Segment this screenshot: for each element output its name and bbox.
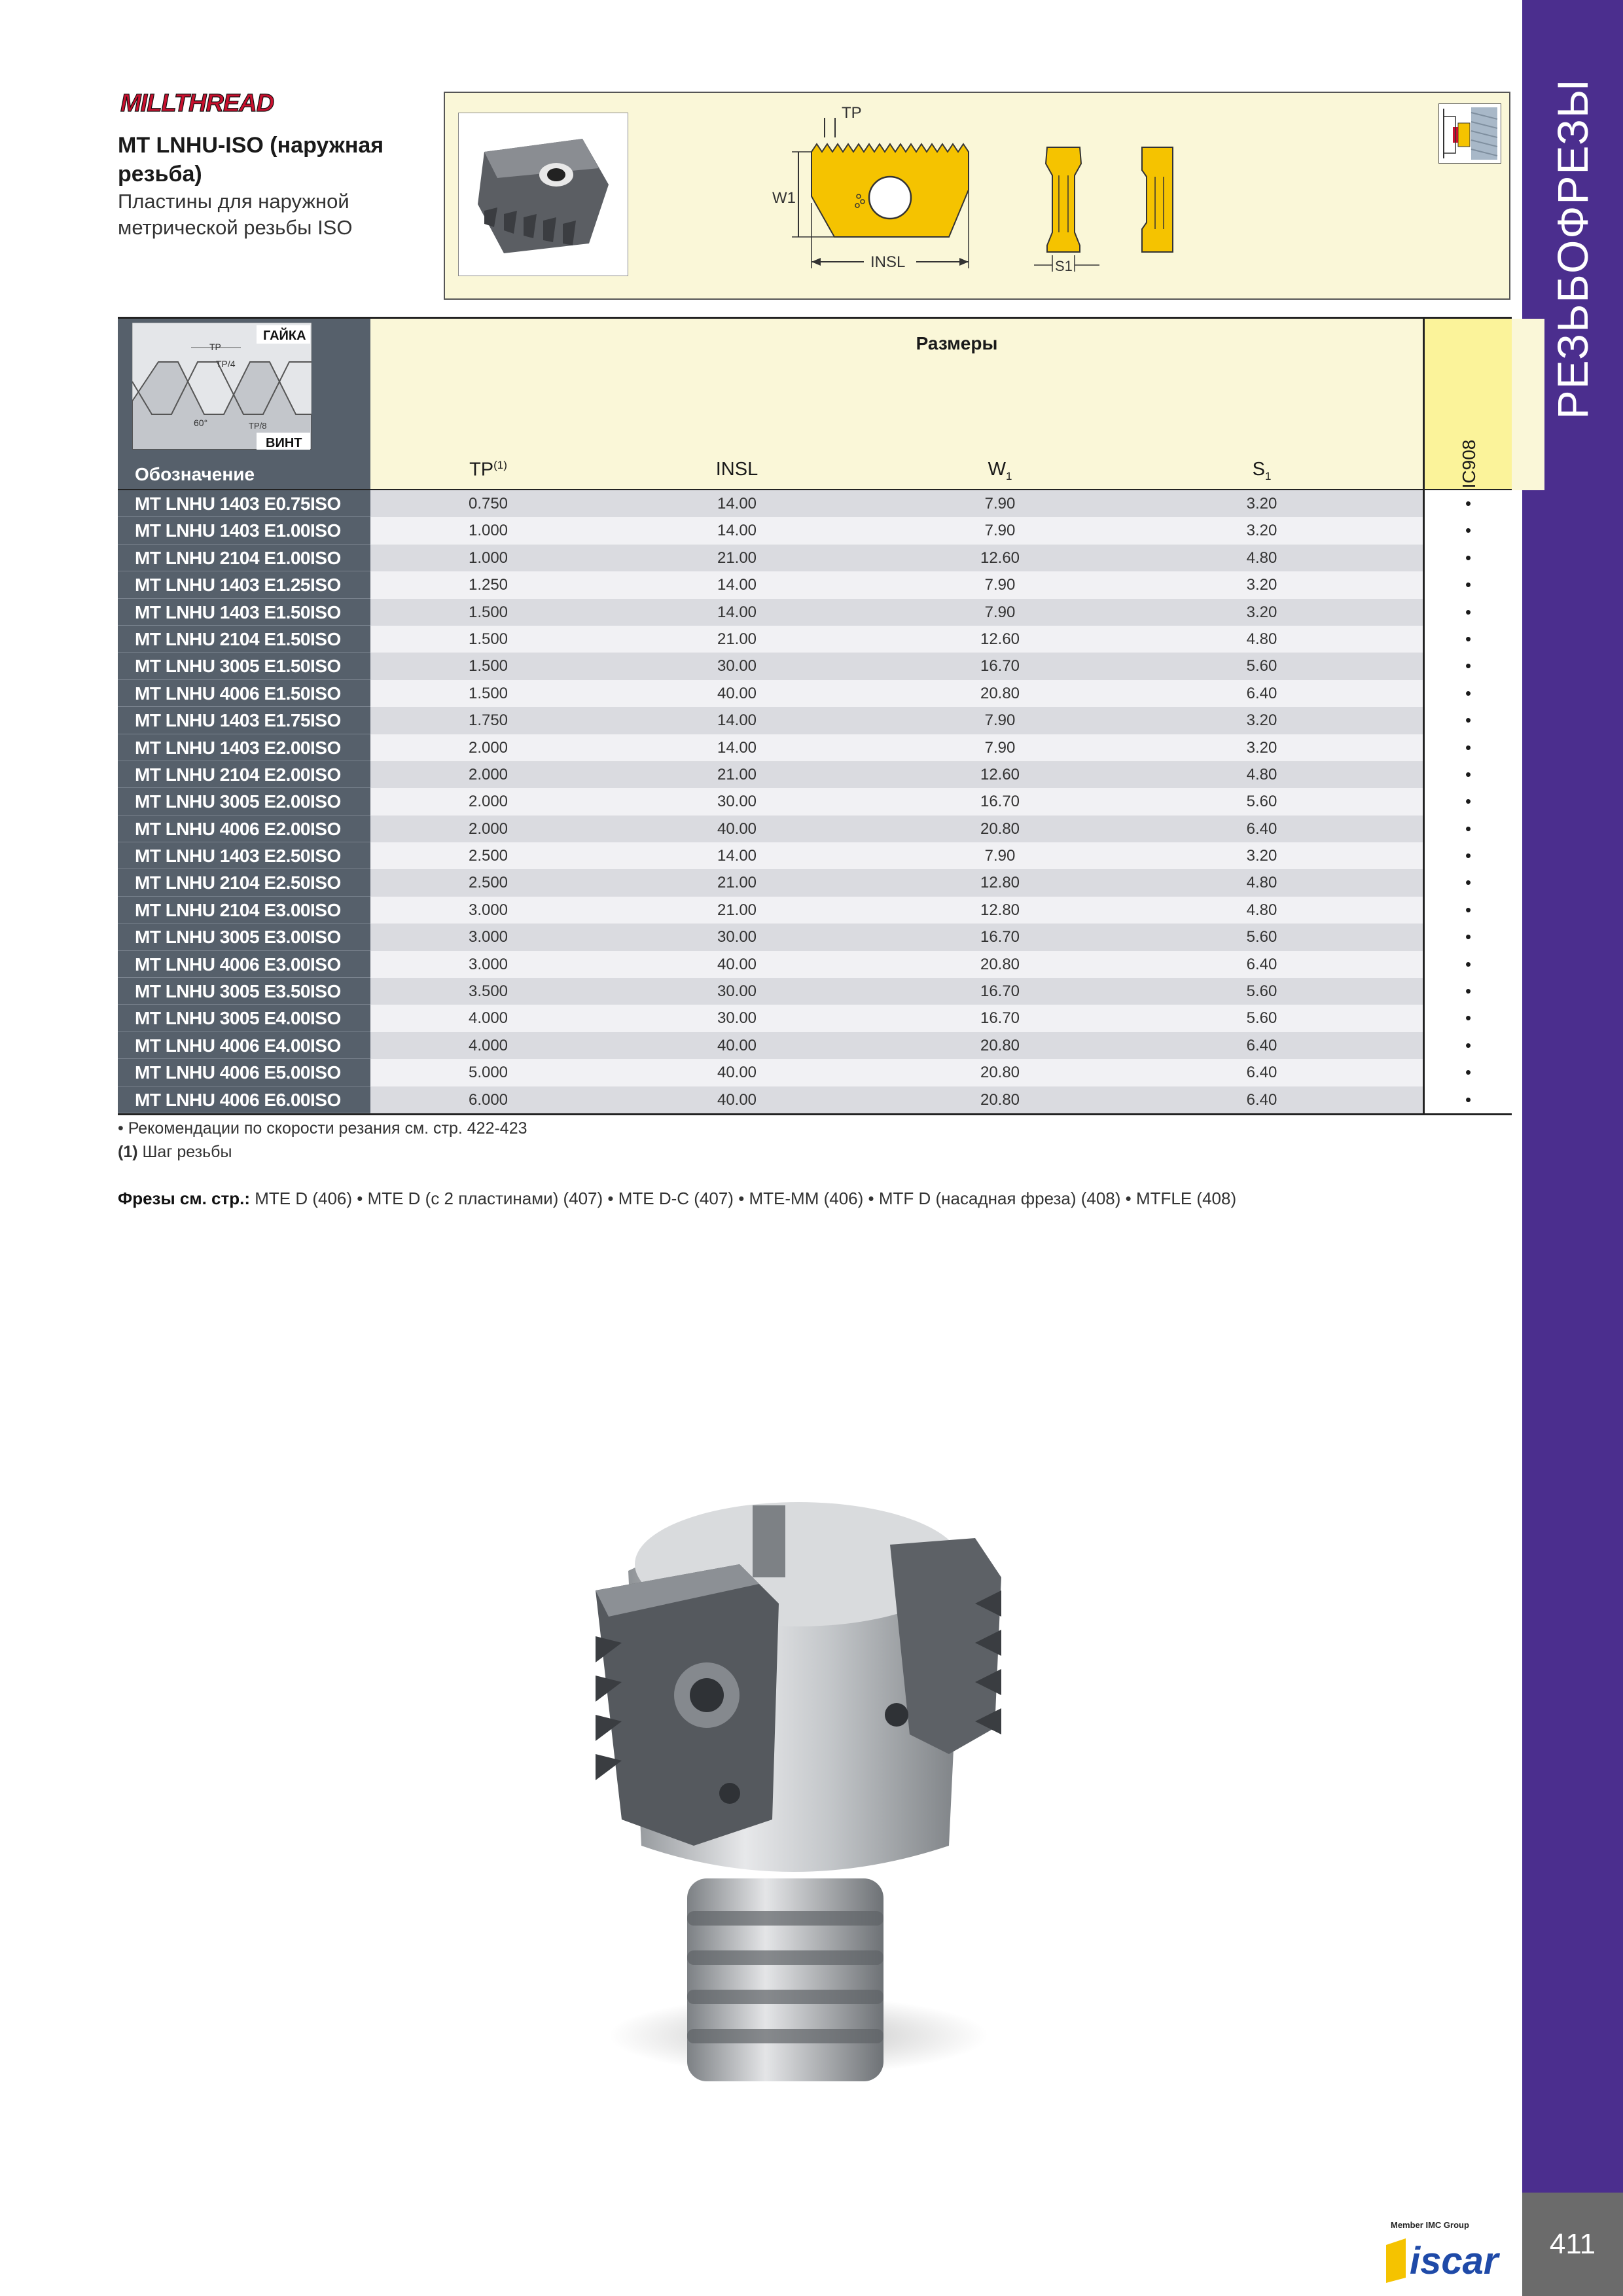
- cell-tp: 2.000: [468, 765, 508, 783]
- cell-ic908: •: [1423, 1032, 1512, 1059]
- cell-ic908: •: [1423, 924, 1512, 950]
- cell-w1: 12.60: [980, 630, 1020, 648]
- cell-w1: 20.80: [980, 1036, 1020, 1054]
- col-tp: [370, 459, 606, 481]
- cell-dimensions: [370, 951, 1423, 978]
- cell-tp: 6.000: [468, 1090, 508, 1109]
- cell-designation: MT LNHU 4006 E1.50ISO: [118, 680, 370, 707]
- cell-w1: 7.90: [984, 711, 1016, 730]
- milling-reference: [118, 1189, 1236, 1209]
- table-row: [118, 1086, 1512, 1113]
- cell-tp: 3.000: [468, 901, 508, 919]
- cell-insl: 21.00: [717, 630, 757, 648]
- cell-ic908: •: [1423, 897, 1512, 924]
- thread-profile-angle: 60°: [194, 418, 208, 428]
- cell-tp: 3.000: [468, 928, 508, 946]
- cell-w1: 7.90: [984, 603, 1016, 621]
- grade-header-cell: [1423, 319, 1512, 490]
- cell-designation: MT LNHU 3005 E3.00ISO: [118, 924, 370, 950]
- cell-ic908: •: [1423, 653, 1512, 679]
- member-label: Member IMC Group: [1391, 2220, 1469, 2230]
- table-row: [118, 869, 1512, 896]
- cell-tp: 1.500: [468, 657, 508, 675]
- table-row: [118, 761, 1512, 788]
- cell-tp: 2.500: [468, 847, 508, 865]
- cell-tp: 1.250: [468, 576, 508, 594]
- cell-ic908: •: [1423, 842, 1512, 869]
- cell-s1: 6.40: [1246, 1090, 1277, 1109]
- table-row: [118, 517, 1512, 544]
- footnote: [118, 1140, 527, 1164]
- cell-insl: 14.00: [717, 603, 757, 621]
- cell-designation: MT LNHU 4006 E5.00ISO: [118, 1059, 370, 1086]
- cell-tp: 0.750: [468, 495, 508, 512]
- cell-dimensions: [370, 626, 1423, 653]
- cell-designation: MT LNHU 1403 E1.25ISO: [118, 571, 370, 598]
- cell-w1: 12.80: [980, 901, 1020, 919]
- cell-designation: MT LNHU 2104 E1.00ISO: [118, 545, 370, 571]
- table-row: [118, 490, 1512, 517]
- insert-photo: [458, 113, 628, 276]
- cell-dimensions: [370, 707, 1423, 734]
- cell-designation: MT LNHU 4006 E3.00ISO: [118, 951, 370, 978]
- thread-profile-nut: ГАЙКА: [263, 329, 306, 343]
- cell-s1: 3.20: [1246, 738, 1277, 757]
- cell-w1: 7.90: [984, 847, 1016, 865]
- cell-w1: 20.80: [980, 819, 1020, 838]
- cell-insl: 30.00: [717, 928, 757, 946]
- table-row: [118, 1059, 1512, 1086]
- cell-w1: 7.90: [984, 738, 1016, 757]
- cell-ic908: •: [1423, 816, 1512, 842]
- cell-dimensions: [370, 1032, 1423, 1059]
- cell-designation: MT LNHU 1403 E2.50ISO: [118, 842, 370, 869]
- cell-ic908: •: [1423, 1059, 1512, 1086]
- cell-s1: 3.20: [1246, 711, 1277, 730]
- cell-dimensions: [370, 653, 1423, 679]
- cell-s1: 6.40: [1246, 955, 1277, 973]
- thread-profile-icon: [132, 323, 312, 450]
- table-row: [118, 599, 1512, 626]
- cell-designation: MT LNHU 3005 E3.50ISO: [118, 978, 370, 1005]
- dimensions-header: Размеры: [916, 333, 998, 353]
- col-w1: [882, 459, 1118, 483]
- col-tp-label: TP: [469, 459, 494, 480]
- milling-ref-label: Фрезы см. стр.:: [118, 1189, 250, 1208]
- cell-ic908: •: [1423, 680, 1512, 707]
- cell-designation: MT LNHU 1403 E1.50ISO: [118, 599, 370, 626]
- cell-insl: 21.00: [717, 548, 757, 567]
- cell-insl: 40.00: [717, 955, 757, 973]
- cell-tp: 1.500: [468, 684, 508, 702]
- cell-s1: 5.60: [1246, 928, 1277, 946]
- cell-ic908: •: [1423, 626, 1512, 653]
- speed-note: • Рекомендации по скорости резания см. стр. 422-423: [118, 1119, 527, 1138]
- cell-dimensions: [370, 924, 1423, 950]
- footnote-text: Шаг резьбы: [142, 1143, 232, 1161]
- table-row: [118, 788, 1512, 815]
- cell-s1: 3.20: [1246, 495, 1277, 512]
- cell-s1: 5.60: [1246, 793, 1277, 811]
- cell-dimensions: [370, 490, 1423, 517]
- table-row: [118, 951, 1512, 978]
- cell-w1: 16.70: [980, 793, 1020, 811]
- cell-insl: 21.00: [717, 765, 757, 783]
- page-number: 411: [1549, 2228, 1596, 2260]
- cell-insl: 21.00: [717, 901, 757, 919]
- col-s1: [1144, 459, 1380, 483]
- cell-designation: MT LNHU 1403 E1.00ISO: [118, 517, 370, 544]
- table-row: [118, 626, 1512, 653]
- col-s1-label: S: [1252, 459, 1265, 480]
- page-subtitle: Пластины для наружной метрической резьбы ISO: [118, 190, 353, 239]
- cell-dimensions: [370, 734, 1423, 761]
- cell-designation: MT LNHU 1403 E0.75ISO: [118, 490, 370, 517]
- cell-s1: 4.80: [1246, 765, 1277, 783]
- designation-header-cell: [118, 319, 370, 490]
- cell-designation: MT LNHU 3005 E4.00ISO: [118, 1005, 370, 1031]
- cell-w1: 16.70: [980, 1009, 1020, 1028]
- cell-w1: 20.80: [980, 1064, 1020, 1082]
- cell-s1: 5.60: [1246, 982, 1277, 1001]
- thread-profile-tp8: TP/8: [249, 421, 267, 431]
- thread-schematic-icon: [1438, 103, 1501, 164]
- insl-label: INSL: [870, 253, 906, 271]
- cell-dimensions: [370, 897, 1423, 924]
- cell-insl: 14.00: [717, 495, 757, 512]
- cell-tp: 2.000: [468, 738, 508, 757]
- table-row: [118, 897, 1512, 924]
- cell-tp: 1.500: [468, 630, 508, 648]
- cell-insl: 30.00: [717, 982, 757, 1001]
- cell-s1: 4.80: [1246, 874, 1277, 892]
- cell-designation: MT LNHU 2104 E1.50ISO: [118, 626, 370, 653]
- insert-drawing-panel: [444, 92, 1510, 300]
- cell-insl: 14.00: [717, 847, 757, 865]
- cell-s1: 4.80: [1246, 630, 1277, 648]
- page-title: MT LNHU-ISO (наружная резьба): [118, 133, 384, 187]
- cell-tp: 2.000: [468, 793, 508, 811]
- cell-insl: 14.00: [717, 522, 757, 540]
- cell-insl: 40.00: [717, 1036, 757, 1054]
- table-row: [118, 571, 1512, 598]
- cell-ic908: •: [1423, 517, 1512, 544]
- cell-s1: 4.80: [1246, 901, 1277, 919]
- cell-tp: 1.500: [468, 603, 508, 621]
- cell-w1: 16.70: [980, 982, 1020, 1001]
- cell-designation: MT LNHU 3005 E2.00ISO: [118, 788, 370, 815]
- cell-tp: 1.000: [468, 548, 508, 567]
- cell-insl: 21.00: [717, 874, 757, 892]
- cell-w1: 20.80: [980, 955, 1020, 973]
- table-row: [118, 707, 1512, 734]
- table-bottom-rule: [118, 1113, 1512, 1115]
- cell-s1: 3.20: [1246, 522, 1277, 540]
- cell-insl: 40.00: [717, 1090, 757, 1109]
- col-insl: [619, 459, 855, 480]
- cell-designation: MT LNHU 4006 E2.00ISO: [118, 816, 370, 842]
- cell-s1: 3.20: [1246, 603, 1277, 621]
- thread-profile-tp4: TP/4: [216, 359, 236, 369]
- table-row: [118, 1032, 1512, 1059]
- cell-w1: 20.80: [980, 684, 1020, 702]
- table-row: [118, 680, 1512, 707]
- col-tp-footnote: (1): [493, 459, 507, 471]
- cell-dimensions: [370, 842, 1423, 869]
- cell-designation: MT LNHU 2104 E2.00ISO: [118, 761, 370, 788]
- cell-s1: 5.60: [1246, 657, 1277, 675]
- cell-designation: MT LNHU 2104 E3.00ISO: [118, 897, 370, 924]
- table-header: [118, 317, 1512, 490]
- cell-tp: 5.000: [468, 1064, 508, 1082]
- cell-w1: 20.80: [980, 1090, 1020, 1109]
- table-row: [118, 842, 1512, 869]
- designation-header: Обозначение: [135, 464, 255, 484]
- table-row: [118, 1005, 1512, 1031]
- table-body: [118, 490, 1512, 1113]
- cell-dimensions: [370, 571, 1423, 598]
- page-number-box: [1522, 2193, 1623, 2296]
- grade-header: IC908: [1459, 439, 1479, 489]
- dimensions-header-cell: [370, 319, 1544, 490]
- table-row: [118, 816, 1512, 842]
- cell-dimensions: [370, 788, 1423, 815]
- cell-ic908: •: [1423, 545, 1512, 571]
- cell-ic908: •: [1423, 734, 1512, 761]
- cell-dimensions: [370, 680, 1423, 707]
- cell-designation: MT LNHU 1403 E2.00ISO: [118, 734, 370, 761]
- cell-w1: 12.80: [980, 874, 1020, 892]
- cell-dimensions: [370, 761, 1423, 788]
- notes: [118, 1117, 527, 1164]
- cell-insl: 14.00: [717, 738, 757, 757]
- table-row: [118, 734, 1512, 761]
- col-w1-label: W: [988, 459, 1006, 480]
- insert-schematic: [772, 98, 1243, 295]
- cell-tp: 2.500: [468, 874, 508, 892]
- iscar-logo-text: iscar: [1410, 2240, 1499, 2282]
- table-row: [118, 545, 1512, 571]
- cell-w1: 7.90: [984, 495, 1016, 512]
- millthread-logo: [118, 88, 322, 118]
- cell-tp: 3.500: [468, 982, 508, 1001]
- cell-dimensions: [370, 1086, 1423, 1113]
- cell-w1: 7.90: [984, 576, 1016, 594]
- cell-dimensions: [370, 545, 1423, 571]
- cell-dimensions: [370, 599, 1423, 626]
- cell-w1: 7.90: [984, 522, 1016, 540]
- col-insl-label: INSL: [715, 459, 758, 480]
- thread-profile-screw: ВИНТ: [266, 436, 302, 450]
- cell-dimensions: [370, 978, 1423, 1005]
- thread-profile-tp: TP: [209, 342, 221, 352]
- cell-insl: 30.00: [717, 1009, 757, 1028]
- cell-ic908: •: [1423, 571, 1512, 598]
- cell-w1: 16.70: [980, 928, 1020, 946]
- cell-insl: 30.00: [717, 793, 757, 811]
- cell-dimensions: [370, 869, 1423, 896]
- cell-s1: 3.20: [1246, 576, 1277, 594]
- cell-designation: MT LNHU 4006 E6.00ISO: [118, 1086, 370, 1113]
- w1-label: W1: [772, 189, 796, 207]
- tp-label: TP: [842, 104, 862, 122]
- cell-designation: MT LNHU 3005 E1.50ISO: [118, 653, 370, 679]
- cell-dimensions: [370, 1059, 1423, 1086]
- cell-s1: 5.60: [1246, 1009, 1277, 1028]
- cell-ic908: •: [1423, 951, 1512, 978]
- cell-dimensions: [370, 517, 1423, 544]
- table-row: [118, 924, 1512, 950]
- cell-tp: 2.000: [468, 819, 508, 838]
- cell-designation: MT LNHU 1403 E1.75ISO: [118, 707, 370, 734]
- cell-insl: 40.00: [717, 819, 757, 838]
- footnote-mark: (1): [118, 1143, 138, 1161]
- cell-ic908: •: [1423, 1005, 1512, 1031]
- cell-s1: 3.20: [1246, 847, 1277, 865]
- cell-ic908: •: [1423, 869, 1512, 896]
- cell-insl: 14.00: [717, 576, 757, 594]
- col-w1-sub: 1: [1005, 469, 1012, 482]
- cell-ic908: •: [1423, 707, 1512, 734]
- cell-insl: 40.00: [717, 1064, 757, 1082]
- table-row: [118, 653, 1512, 679]
- cell-s1: 6.40: [1246, 819, 1277, 838]
- cell-w1: 12.60: [980, 548, 1020, 567]
- cell-dimensions: [370, 816, 1423, 842]
- side-tab-label: РЕЗЬБОФРЕЗЫ: [1548, 78, 1597, 420]
- cell-insl: 40.00: [717, 684, 757, 702]
- cell-tp: 4.000: [468, 1036, 508, 1054]
- milling-ref-text: MTE D (406) • MTE D (с 2 пластинами) (407) • MTE D-C (407) • MTE-MM (406) • MTF D (насадная фреза) (408) • MTFLE (408): [255, 1189, 1237, 1208]
- cell-designation: MT LNHU 4006 E4.00ISO: [118, 1032, 370, 1059]
- cell-s1: 4.80: [1246, 548, 1277, 567]
- cell-tp: 1.000: [468, 522, 508, 540]
- insert-table: [118, 317, 1512, 1115]
- col-s1-sub: 1: [1264, 469, 1272, 482]
- table-row: [118, 978, 1512, 1005]
- cell-insl: 30.00: [717, 657, 757, 675]
- cell-ic908: •: [1423, 599, 1512, 626]
- cell-ic908: •: [1423, 978, 1512, 1005]
- cell-w1: 12.60: [980, 765, 1020, 783]
- cell-ic908: •: [1423, 788, 1512, 815]
- cell-s1: 6.40: [1246, 1036, 1277, 1054]
- cell-dimensions: [370, 1005, 1423, 1031]
- cell-ic908: •: [1423, 761, 1512, 788]
- cell-s1: 6.40: [1246, 684, 1277, 702]
- iscar-logo: [1386, 2232, 1517, 2284]
- cell-insl: 14.00: [717, 711, 757, 730]
- cell-tp: 4.000: [468, 1009, 508, 1028]
- cell-tp: 1.750: [468, 711, 508, 730]
- cutter-photo: [582, 1427, 1001, 2121]
- millthread-logo-text: MILLTHREAD: [120, 90, 274, 117]
- cell-w1: 16.70: [980, 657, 1020, 675]
- cell-tp: 3.000: [468, 955, 508, 973]
- s1-label: S1: [1055, 258, 1073, 274]
- cell-ic908: •: [1423, 490, 1512, 517]
- cell-ic908: •: [1423, 1086, 1512, 1113]
- cell-designation: MT LNHU 2104 E2.50ISO: [118, 869, 370, 896]
- cell-s1: 6.40: [1246, 1064, 1277, 1082]
